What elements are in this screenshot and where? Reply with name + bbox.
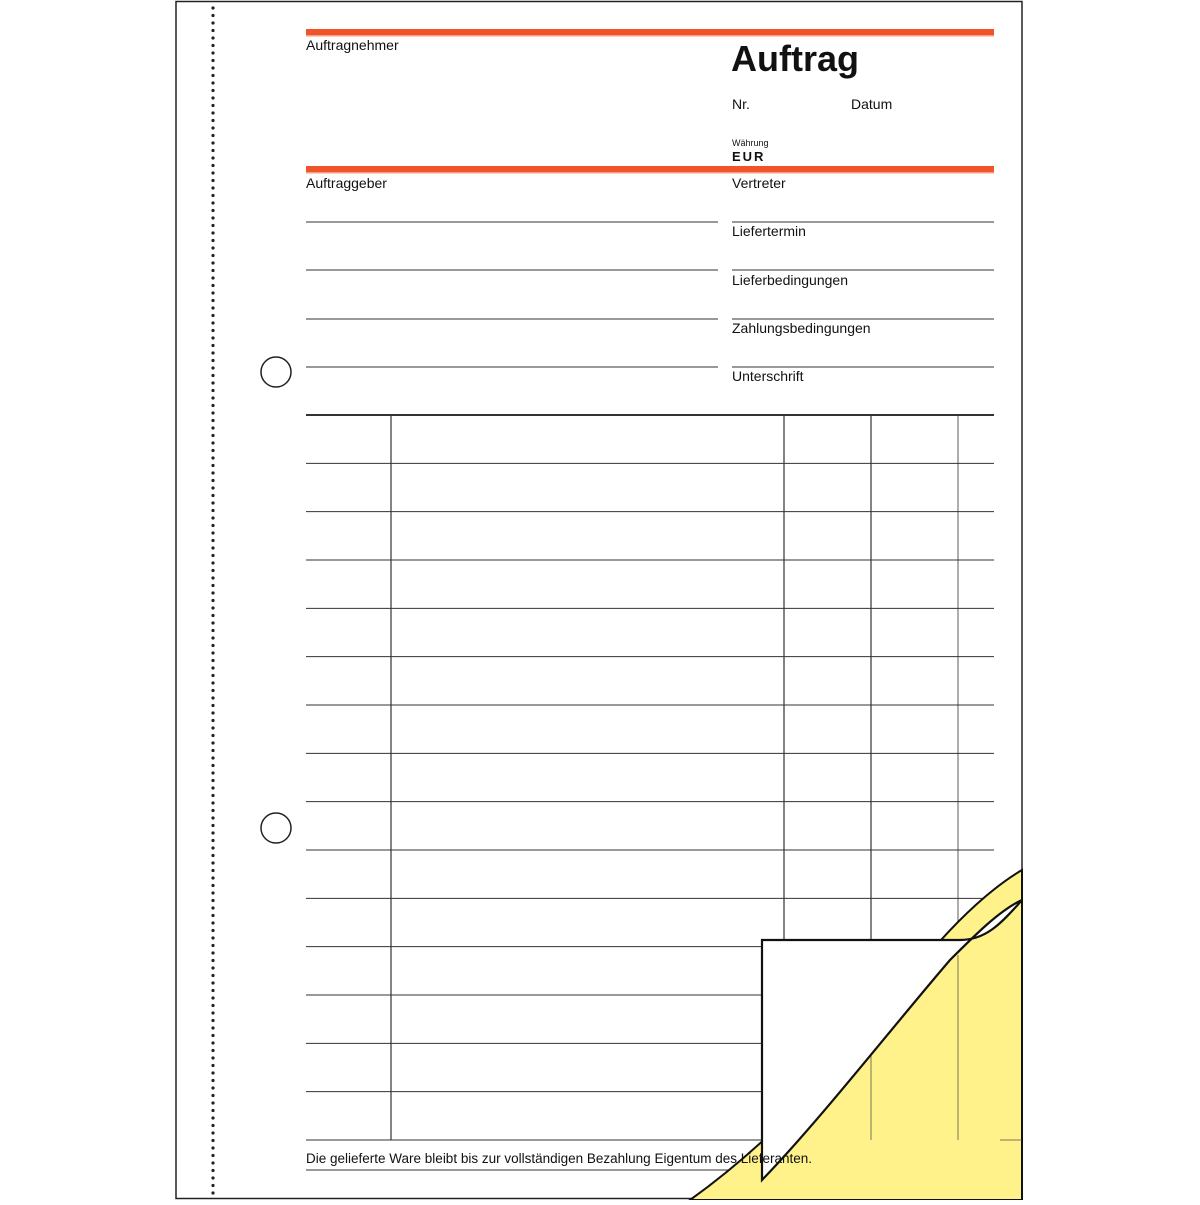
perforation-dot — [211, 186, 214, 189]
perforation-dot — [211, 1094, 214, 1097]
perforation-dot — [211, 1019, 214, 1022]
perforation-dot — [211, 471, 214, 474]
perforation-dot — [211, 321, 214, 324]
perforation-dot — [211, 156, 214, 159]
perforation-dot — [211, 1116, 214, 1119]
perforation-dot — [211, 254, 214, 257]
perforation-dot — [211, 1086, 214, 1089]
perforation-dot — [211, 891, 214, 894]
perforation-dot — [211, 479, 214, 482]
perforation-dot — [211, 224, 214, 227]
perforation-dot — [211, 974, 214, 977]
perforation-dot — [211, 149, 214, 152]
perforation-dot — [211, 606, 214, 609]
perforation-dot — [211, 636, 214, 639]
perforation-dot — [211, 89, 214, 92]
perforation-dot — [211, 411, 214, 414]
perforation-dot — [211, 231, 214, 234]
field-delivery-date-label: Liefertermin — [732, 223, 806, 239]
perforation-dot — [211, 291, 214, 294]
perforation-dot — [211, 719, 214, 722]
perforation-dot — [211, 831, 214, 834]
perforation-dot — [211, 194, 214, 197]
field-delivery-terms-label: Lieferbedingungen — [732, 272, 848, 288]
perforation-dot — [211, 111, 214, 114]
perforation-dot — [211, 576, 214, 579]
perforation-dot — [211, 6, 214, 9]
perforation-dot — [211, 81, 214, 84]
currency-label: Währung — [732, 138, 769, 148]
perforation-dot — [211, 351, 214, 354]
field-representative-label: Vertreter — [732, 175, 786, 191]
perforation-dot — [211, 906, 214, 909]
perforation-dot — [211, 809, 214, 812]
field-payment-terms-label: Zahlungsbedingungen — [732, 320, 871, 336]
perforation-dot — [211, 404, 214, 407]
perforation-dot — [211, 96, 214, 99]
middle-accent-stripe — [306, 166, 994, 174]
perforation-dot — [211, 179, 214, 182]
perforation-dot — [211, 554, 214, 557]
perforation-dot — [211, 201, 214, 204]
perforation-dot — [211, 501, 214, 504]
perforation-dot — [211, 651, 214, 654]
perforation-dot — [211, 434, 214, 437]
perforation-dot — [211, 966, 214, 969]
perforation-dot — [211, 494, 214, 497]
perforation-dot — [211, 756, 214, 759]
perforation-dot — [211, 1041, 214, 1044]
perforation-dot — [211, 1191, 214, 1194]
perforation-dot — [211, 1026, 214, 1029]
perforation-dot — [211, 134, 214, 137]
perforation-dot — [211, 711, 214, 714]
perforation-dot — [211, 794, 214, 797]
perforation-dot — [211, 381, 214, 384]
perforation-dot — [211, 1146, 214, 1149]
nr-label: Nr. — [732, 96, 750, 112]
footer-ownership-note: Die gelieferte Ware bleibt bis zur vollständigen Bezahlung Eigentum des Lieferanten. — [306, 1151, 813, 1166]
perforation-dot — [211, 764, 214, 767]
perforation-dot — [211, 239, 214, 242]
field-signature-label: Unterschrift — [732, 368, 804, 384]
perforation-dot — [211, 104, 214, 107]
perforation-dot — [211, 426, 214, 429]
client-label: Auftraggeber — [306, 175, 387, 191]
perforation-dot — [211, 659, 214, 662]
perforation-dot — [211, 44, 214, 47]
perforation-dot — [211, 329, 214, 332]
perforation-dot — [211, 456, 214, 459]
perforation-dot — [211, 14, 214, 17]
perforation-dot — [211, 561, 214, 564]
perforation-dot — [211, 74, 214, 77]
perforation-dot — [211, 21, 214, 24]
perforation-dot — [211, 959, 214, 962]
perforation-dot — [211, 854, 214, 857]
perforation-dot — [211, 681, 214, 684]
perforation-dot — [211, 1161, 214, 1164]
perforation-dot — [211, 584, 214, 587]
perforation-dot — [211, 884, 214, 887]
perforation-dot — [211, 674, 214, 677]
perforation-dot — [211, 516, 214, 519]
perforation-dot — [211, 389, 214, 392]
perforation-dot — [211, 59, 214, 62]
perforation-dot — [211, 396, 214, 399]
perforation-dot — [211, 689, 214, 692]
perforation-dot — [211, 366, 214, 369]
perforation-dot — [211, 1109, 214, 1112]
perforation-dot — [211, 284, 214, 287]
perforation-dot — [211, 1079, 214, 1082]
perforation-dot — [211, 209, 214, 212]
perforation-dot — [211, 539, 214, 542]
perforation-dot — [211, 666, 214, 669]
perforation-dot — [211, 119, 214, 122]
perforation-dot — [211, 869, 214, 872]
perforation-dot — [211, 1131, 214, 1134]
perforation-dot — [211, 36, 214, 39]
punch-hole-bottom — [261, 813, 291, 843]
perforation-dot — [211, 1004, 214, 1007]
perforation-dot — [211, 824, 214, 827]
perforation-dot — [211, 704, 214, 707]
perforation-dot — [211, 816, 214, 819]
perforation-dot — [211, 779, 214, 782]
perforation-dot — [211, 899, 214, 902]
perforation-dot — [211, 359, 214, 362]
perforation-dot — [211, 951, 214, 954]
perforation-dot — [211, 599, 214, 602]
perforation-dot — [211, 614, 214, 617]
perforation-dot — [211, 141, 214, 144]
perforation-dot — [211, 801, 214, 804]
perforation-dot — [211, 524, 214, 527]
perforation-dot — [211, 936, 214, 939]
perforation-dot — [211, 314, 214, 317]
perforation-dot — [211, 846, 214, 849]
perforation-dot — [211, 734, 214, 737]
perforation-dot — [211, 66, 214, 69]
contractor-label: Auftragnehmer — [306, 37, 399, 53]
perforation-dot — [211, 441, 214, 444]
perforation-dot — [211, 726, 214, 729]
perforation-dot — [211, 269, 214, 272]
perforation-dot — [211, 621, 214, 624]
perforation-dot — [211, 449, 214, 452]
perforation-dot — [211, 306, 214, 309]
perforation-dot — [211, 696, 214, 699]
perforation-dot — [211, 839, 214, 842]
perforation-dot — [211, 344, 214, 347]
perforation-dot — [211, 299, 214, 302]
perforation-dot — [211, 1064, 214, 1067]
top-accent-stripe — [306, 29, 994, 37]
perforation-dot — [211, 464, 214, 467]
perforation-dot — [211, 749, 214, 752]
perforation-dot — [211, 29, 214, 32]
perforation-dot — [211, 374, 214, 377]
perforation-dot — [211, 876, 214, 879]
perforation-dot — [211, 51, 214, 54]
perforation-dot — [211, 246, 214, 249]
perforation-dot — [211, 1124, 214, 1127]
perforation-dot — [211, 1139, 214, 1142]
perforation-dot — [211, 644, 214, 647]
perforation-dot — [211, 944, 214, 947]
perforation-dot — [211, 921, 214, 924]
perforation-dot — [211, 531, 214, 534]
perforation-dot — [211, 591, 214, 594]
perforation-dot — [211, 546, 214, 549]
perforation-dot — [211, 629, 214, 632]
perforation-dot — [211, 981, 214, 984]
perforation-dot — [211, 1154, 214, 1157]
perforation-dot — [211, 1011, 214, 1014]
perforation-dot — [211, 989, 214, 992]
perforation-dot — [211, 1101, 214, 1104]
currency-value: EUR — [732, 149, 766, 164]
perforation-dot — [211, 509, 214, 512]
perforation-dot — [211, 419, 214, 422]
perforation-dot — [211, 1056, 214, 1059]
perforation-dot — [211, 914, 214, 917]
perforation-dot — [211, 771, 214, 774]
perforation-dot — [211, 861, 214, 864]
perforation-dot — [211, 216, 214, 219]
perforation-dot — [211, 1169, 214, 1172]
perforation-dot — [211, 741, 214, 744]
perforation-dot — [211, 1184, 214, 1187]
date-label: Datum — [851, 96, 893, 112]
perforation-dot — [211, 929, 214, 932]
perforation-dot — [211, 126, 214, 129]
form-title: Auftrag — [731, 38, 859, 79]
perforation-dot — [211, 1071, 214, 1074]
perforation-dot — [211, 336, 214, 339]
perforation-dot — [211, 261, 214, 264]
perforation-dot — [211, 171, 214, 174]
perforation-dot — [211, 569, 214, 572]
perforation-dot — [211, 1034, 214, 1037]
perforation-dot — [211, 486, 214, 489]
perforation-dot — [211, 276, 214, 279]
perforation-dot — [211, 996, 214, 999]
perforation-dot — [211, 164, 214, 167]
perforation-dot — [211, 1176, 214, 1179]
perforation-dot — [211, 786, 214, 789]
punch-hole-top — [261, 357, 291, 387]
perforation-dot — [211, 1049, 214, 1052]
